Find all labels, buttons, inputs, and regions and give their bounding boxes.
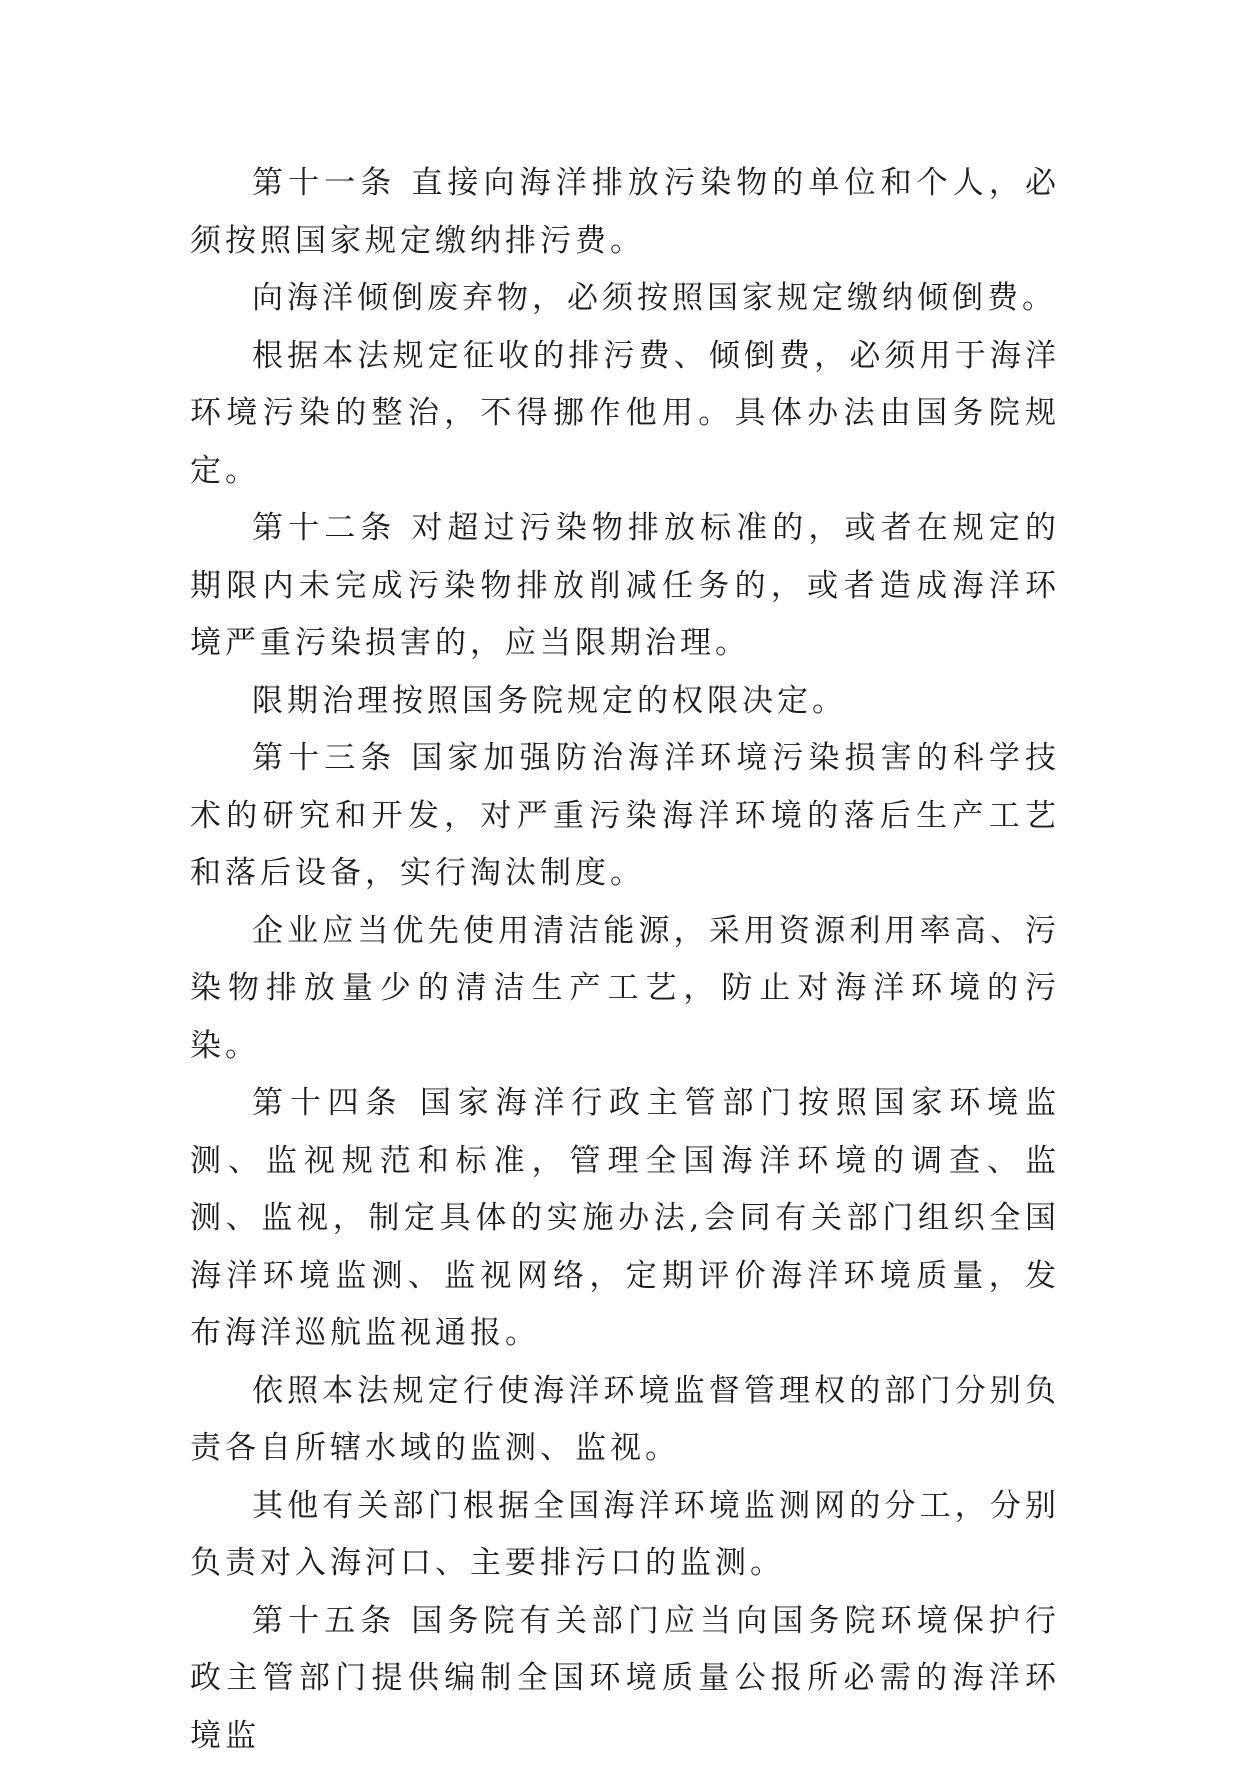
paragraph-dumping-fee: 向海洋倾倒废弃物，必须按照国家规定缴纳倾倒费。 (190, 270, 1060, 328)
paragraph-article-13: 第十三条 国家加强防治海洋环境污染损害的科学技术的研究和开发，对严重污染海洋环境的落后生产工艺和落后设备，实行淘汰制度。 (190, 730, 1060, 903)
document-body (190, 155, 1060, 1765)
paragraph-article-12: 第十二条 对超过污染物排放标准的，或者在规定的期限内未完成污染物排放削减任务的，或者造成海洋环境严重污染损害的，应当限期治理。 (190, 500, 1060, 673)
paragraph-deadline-authority: 限期治理按照国务院规定的权限决定。 (190, 673, 1060, 731)
paragraph-article-14: 第十四条 国家海洋行政主管部门按照国家环境监测、监视规范和标准，管理全国海洋环境的调查、监测、监视，制定具体的实施办法,会同有关部门组织全国海洋环境监测、监视网络，定期评价海洋环境质量，发布海洋巡航监视通报。 (190, 1075, 1060, 1363)
paragraph-article-15: 第十五条 国务院有关部门应当向国务院环境保护行政主管部门提供编制全国环境质量公报所必需的海洋环境监 (190, 1593, 1060, 1765)
paragraph-supervision-departments: 依照本法规定行使海洋环境监督管理权的部门分别负责各自所辖水域的监测、监视。 (190, 1363, 1060, 1478)
paragraph-other-departments: 其他有关部门根据全国海洋环境监测网的分工，分别负责对入海河口、主要排污口的监测。 (190, 1478, 1060, 1593)
paragraph-article-11: 第十一条 直接向海洋排放污染物的单位和个人，必须按照国家规定缴纳排污费。 (190, 155, 1060, 270)
paragraph-clean-energy: 企业应当优先使用清洁能源，采用资源利用率高、污染物排放量少的清洁生产工艺，防止对海洋环境的污染。 (190, 903, 1060, 1076)
paragraph-fee-usage: 根据本法规定征收的排污费、倾倒费，必须用于海洋环境污染的整治，不得挪作他用。具体办法由国务院规定。 (190, 328, 1060, 501)
